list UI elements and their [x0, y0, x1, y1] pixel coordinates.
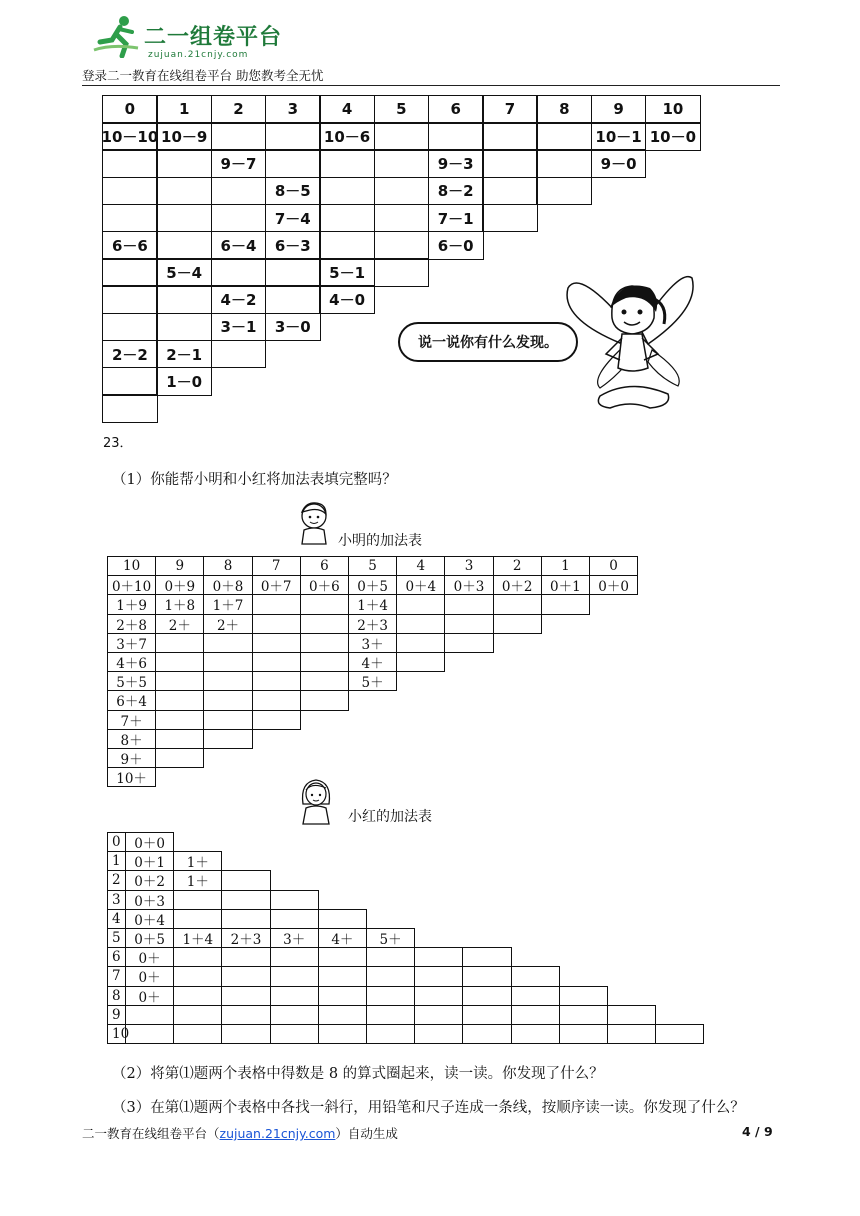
boy-avatar-icon [296, 500, 332, 546]
table-cell [102, 204, 158, 233]
xiaohong-table-title: 小红的加法表 [348, 809, 432, 825]
page-header [0, 0, 860, 92]
table-cell [462, 966, 511, 986]
table-cell: 10＋ [107, 767, 156, 787]
table-cell: 10－9 [156, 122, 212, 151]
row-label-cell: 7 [107, 966, 126, 986]
table-cell [221, 1024, 270, 1044]
table-cell [374, 204, 430, 233]
row-label-cell: 10 [107, 1024, 126, 1044]
table-cell: 7－4 [265, 204, 321, 233]
table-cell: 0＋0 [589, 575, 638, 595]
header-cell: 2 [493, 556, 542, 576]
table-cell [156, 204, 212, 233]
header-cell: 4 [319, 95, 375, 124]
table-cell [607, 1024, 656, 1044]
table-cell: 1＋ [173, 851, 222, 871]
table-cell: 5＋ [348, 671, 397, 691]
table-cell: 4＋6 [107, 652, 156, 672]
table-cell: 10－1 [591, 122, 647, 151]
table-cell [203, 633, 252, 653]
table-cell: 2＋3 [221, 928, 270, 948]
table-cell [156, 285, 212, 314]
row-label-cell: 8 [107, 986, 126, 1006]
table-cell: 8－5 [265, 177, 321, 206]
table-cell [511, 1024, 560, 1044]
footer-suffix: ）自动生成 [335, 1126, 398, 1141]
row-label-cell: 3 [107, 890, 126, 910]
table-cell: 2＋ [155, 614, 204, 634]
table-cell [462, 1024, 511, 1044]
table-cell [221, 947, 270, 967]
table-cell [482, 122, 538, 151]
question-number: 23． [103, 436, 133, 451]
header-cell: 2 [211, 95, 267, 124]
table-cell: 0＋2 [493, 575, 542, 595]
table-cell [482, 177, 538, 206]
row-label-cell: 5 [107, 928, 126, 948]
table-cell [203, 729, 252, 749]
table-cell [173, 909, 222, 929]
table-cell [252, 614, 301, 634]
header-cell: 5 [374, 95, 430, 124]
table-cell [102, 258, 158, 287]
header-cell: 3 [444, 556, 493, 576]
table-cell [607, 1005, 656, 1025]
table-cell: 9－7 [211, 149, 267, 178]
table-cell [374, 122, 430, 151]
table-cell [428, 122, 484, 151]
table-cell [414, 966, 463, 986]
table-cell [318, 966, 367, 986]
table-cell: 9－3 [428, 149, 484, 178]
table-cell [482, 149, 538, 178]
table-cell [414, 986, 463, 1006]
table-cell [374, 149, 430, 178]
table-cell [203, 671, 252, 691]
table-cell [444, 614, 493, 634]
table-cell: 2－2 [102, 340, 158, 369]
table-cell [265, 122, 321, 151]
question-part-3: （3）在第⑴题两个表格中各找一斜行，用铅笔和尺子连成一条线，按顺序读一读。你发现了什么？ [112, 1100, 745, 1116]
table-cell [125, 1005, 174, 1025]
table-cell [396, 594, 445, 614]
header-cell: 3 [265, 95, 321, 124]
table-cell [155, 710, 204, 730]
table-cell [482, 204, 538, 233]
table-cell [265, 258, 321, 287]
table-cell: 8＋ [107, 729, 156, 749]
table-cell [221, 986, 270, 1006]
table-cell [270, 890, 319, 910]
table-cell [221, 870, 270, 890]
table-cell [319, 177, 375, 206]
table-cell [318, 947, 367, 967]
table-cell [211, 258, 267, 287]
table-cell [396, 652, 445, 672]
table-cell: 2＋ [203, 614, 252, 634]
table-cell [462, 986, 511, 1006]
footer-link[interactable]: zujuan.21cnjy.com [219, 1126, 336, 1141]
table-cell: 10－10 [102, 122, 158, 151]
table-cell [300, 594, 349, 614]
table-cell [300, 671, 349, 691]
table-cell [102, 285, 158, 314]
header-cell: 4 [396, 556, 445, 576]
table-cell [211, 177, 267, 206]
table-cell [265, 285, 321, 314]
table-cell: 0＋1 [541, 575, 590, 595]
table-cell: 0＋ [125, 966, 174, 986]
table-cell [493, 614, 542, 634]
table-cell [366, 1005, 415, 1025]
logo-subtitle: zujuan.21cnjy.com [148, 50, 249, 60]
table-cell: 5－1 [319, 258, 375, 287]
table-cell: 0＋3 [125, 890, 174, 910]
table-cell [203, 690, 252, 710]
table-cell: 1＋9 [107, 594, 156, 614]
table-cell: 0＋6 [300, 575, 349, 595]
table-cell [366, 947, 415, 967]
header-cell: 7 [482, 95, 538, 124]
table-cell: 0＋8 [203, 575, 252, 595]
table-cell: 0＋5 [348, 575, 397, 595]
table-cell [203, 652, 252, 672]
table-cell: 0＋10 [107, 575, 156, 595]
header-cell: 6 [300, 556, 349, 576]
table-cell: 6－0 [428, 231, 484, 260]
table-cell [536, 149, 592, 178]
fairy-illustration-icon [560, 268, 700, 416]
table-cell [221, 890, 270, 910]
table-cell: 9＋ [107, 748, 156, 768]
header-cell: 0 [589, 556, 638, 576]
table-cell [102, 367, 158, 396]
table-cell [318, 909, 367, 929]
row-label-cell: 1 [107, 851, 126, 871]
table-cell [374, 258, 430, 287]
table-cell: 0＋3 [444, 575, 493, 595]
header-cell: 10 [645, 95, 701, 124]
table-cell [366, 986, 415, 1006]
table-cell [173, 1005, 222, 1025]
table-cell: 3＋ [348, 633, 397, 653]
table-cell: 8－2 [428, 177, 484, 206]
table-cell [252, 652, 301, 672]
table-cell [270, 947, 319, 967]
table-cell [102, 149, 158, 178]
table-cell: 0＋0 [125, 832, 174, 852]
header-slogan: 登录二一教育在线组卷平台 助您教考全无忧 [82, 68, 324, 83]
table-cell [318, 986, 367, 1006]
table-cell [221, 1005, 270, 1025]
table-cell [270, 1024, 319, 1044]
runner-logo-icon [92, 14, 144, 58]
table-cell [536, 122, 592, 151]
footer-prefix: 二一教育在线组卷平台（ [82, 1126, 220, 1141]
table-cell: 1＋7 [203, 594, 252, 614]
table-cell: 1－0 [156, 367, 212, 396]
table-cell: 6＋4 [107, 690, 156, 710]
table-cell: 0＋7 [252, 575, 301, 595]
header-cell: 10 [107, 556, 156, 576]
table-cell: 6－4 [211, 231, 267, 260]
table-cell [252, 594, 301, 614]
table-cell: 9－0 [591, 149, 647, 178]
header-cell: 8 [203, 556, 252, 576]
table-cell [173, 966, 222, 986]
table-cell [252, 633, 301, 653]
page-number: 4 / 9 [742, 1124, 773, 1139]
table-cell [102, 313, 158, 342]
table-cell: 6－3 [265, 231, 321, 260]
table-cell [270, 966, 319, 986]
table-cell: 4＋ [318, 928, 367, 948]
header-cell: 6 [428, 95, 484, 124]
table-cell: 2＋3 [348, 614, 397, 634]
table-cell [300, 633, 349, 653]
table-cell [156, 177, 212, 206]
footer-source [82, 1124, 398, 1142]
table-cell [252, 710, 301, 730]
table-cell [374, 177, 430, 206]
table-cell [318, 1024, 367, 1044]
header-cell: 8 [536, 95, 592, 124]
header-cell: 1 [156, 95, 212, 124]
row-label-cell: 2 [107, 870, 126, 890]
table-cell [396, 614, 445, 634]
speech-bubble: 说一说你有什么发现。 [398, 322, 578, 362]
row-label-cell: 6 [107, 947, 126, 967]
table-cell: 1＋8 [155, 594, 204, 614]
table-cell [511, 966, 560, 986]
header-cell: 0 [102, 95, 158, 124]
header-cell: 7 [252, 556, 301, 576]
table-cell [319, 231, 375, 260]
table-cell: 0＋4 [396, 575, 445, 595]
table-cell [252, 671, 301, 691]
table-cell [173, 1024, 222, 1044]
table-cell: 3＋ [270, 928, 319, 948]
table-cell [203, 710, 252, 730]
table-cell [541, 594, 590, 614]
table-cell [221, 966, 270, 986]
table-cell [252, 690, 301, 710]
table-cell [211, 340, 267, 369]
girl-avatar-icon [298, 776, 334, 826]
table-cell: 5＋5 [107, 671, 156, 691]
table-cell [511, 986, 560, 1006]
table-cell [374, 231, 430, 260]
header-cell: 9 [155, 556, 204, 576]
table-cell: 2－1 [156, 340, 212, 369]
table-cell [318, 1005, 367, 1025]
table-cell [221, 909, 270, 929]
table-cell: 1＋ [173, 870, 222, 890]
table-cell [536, 177, 592, 206]
table-cell [156, 231, 212, 260]
table-cell: 1＋4 [173, 928, 222, 948]
table-cell [366, 1024, 415, 1044]
table-cell [319, 149, 375, 178]
table-cell [493, 594, 542, 614]
table-cell [155, 748, 204, 768]
table-cell [444, 633, 493, 653]
header-cell: 1 [541, 556, 590, 576]
table-cell [155, 690, 204, 710]
table-cell [655, 1024, 704, 1044]
table-cell: 5－4 [156, 258, 212, 287]
table-cell: 0＋5 [125, 928, 174, 948]
table-cell [414, 947, 463, 967]
table-cell [102, 394, 158, 423]
platform-logo[interactable] [92, 14, 292, 70]
table-cell: 3＋7 [107, 633, 156, 653]
table-cell [156, 149, 212, 178]
table-cell [559, 1024, 608, 1044]
table-cell [414, 1024, 463, 1044]
table-cell [211, 122, 267, 151]
table-cell: 3－0 [265, 313, 321, 342]
table-cell [102, 177, 158, 206]
table-cell [300, 614, 349, 634]
table-cell: 4－0 [319, 285, 375, 314]
table-cell: 6－6 [102, 231, 158, 260]
table-cell [462, 947, 511, 967]
row-label-cell: 0 [107, 832, 126, 852]
table-cell [173, 986, 222, 1006]
xiaoming-table-title: 小明的加法表 [338, 533, 422, 549]
xiaoming-addition-table [107, 556, 637, 786]
table-cell: 1＋4 [348, 594, 397, 614]
table-cell [156, 313, 212, 342]
table-cell: 0＋4 [125, 909, 174, 929]
table-cell: 4＋ [348, 652, 397, 672]
header-divider [82, 85, 780, 86]
table-cell: 7＋ [107, 710, 156, 730]
table-cell: 3－1 [211, 313, 267, 342]
question-part-2: （2）将第⑴题两个表格中得数是 8 的算式圈起来，读一读。你发现了什么？ [112, 1066, 604, 1082]
xiaohong-addition-table [107, 832, 657, 1046]
table-cell: 4－2 [211, 285, 267, 314]
table-cell [265, 149, 321, 178]
table-cell [511, 1005, 560, 1025]
table-cell [559, 1005, 608, 1025]
table-cell [300, 652, 349, 672]
table-cell [155, 633, 204, 653]
table-cell [270, 909, 319, 929]
row-label-cell: 4 [107, 909, 126, 929]
table-cell: 0＋9 [155, 575, 204, 595]
header-cell: 5 [348, 556, 397, 576]
table-cell: 5＋ [366, 928, 415, 948]
table-cell: 2＋8 [107, 614, 156, 634]
table-cell: 7－1 [428, 204, 484, 233]
row-label-cell: 9 [107, 1005, 126, 1025]
logo-title: 二一组卷平台 [144, 25, 283, 50]
table-cell [396, 633, 445, 653]
table-cell [366, 966, 415, 986]
question-part-1: （1）你能帮小明和小红将加法表填完整吗？ [112, 472, 397, 488]
table-cell [211, 204, 267, 233]
table-cell [414, 1005, 463, 1025]
table-cell [319, 204, 375, 233]
table-cell [173, 890, 222, 910]
table-cell [155, 671, 204, 691]
table-cell [155, 652, 204, 672]
table-cell: 10－6 [319, 122, 375, 151]
table-cell [462, 1005, 511, 1025]
table-cell [559, 986, 608, 1006]
table-cell [125, 1024, 174, 1044]
table-cell: 10－0 [645, 122, 701, 151]
table-cell [300, 690, 349, 710]
table-cell: 0＋ [125, 986, 174, 1006]
table-cell [173, 947, 222, 967]
table-cell [270, 986, 319, 1006]
table-cell [444, 594, 493, 614]
table-cell [155, 729, 204, 749]
table-cell: 0＋ [125, 947, 174, 967]
table-cell: 0＋2 [125, 870, 174, 890]
header-cell: 9 [591, 95, 647, 124]
table-cell: 0＋1 [125, 851, 174, 871]
table-cell [270, 1005, 319, 1025]
